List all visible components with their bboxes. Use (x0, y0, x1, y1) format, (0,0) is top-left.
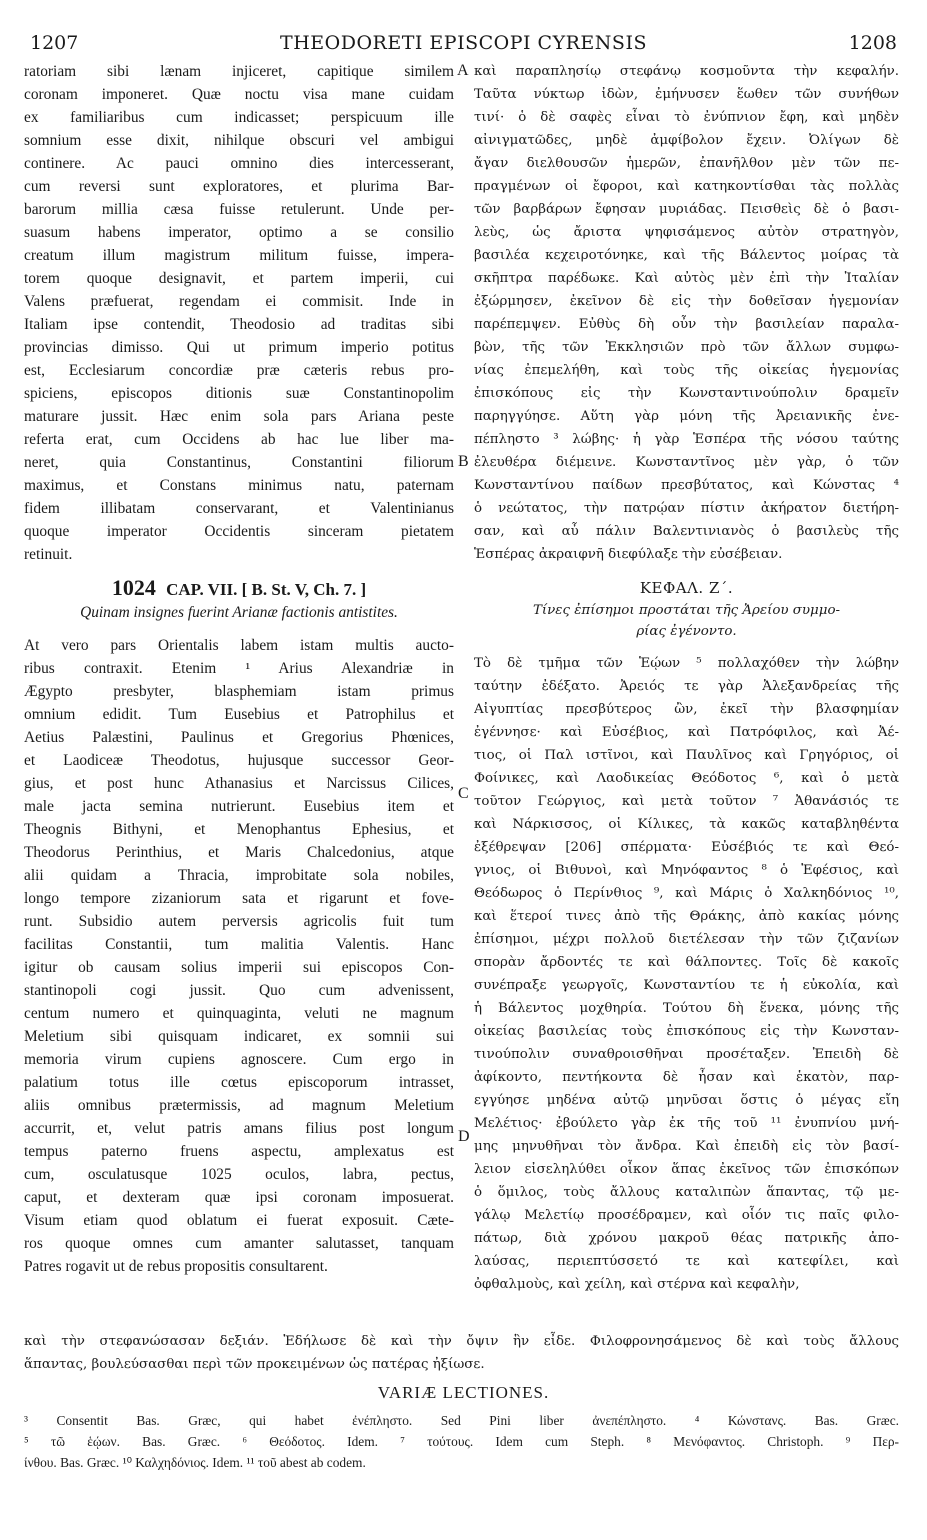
greek-line: ἐξέθρεψαν [206] σπέρματα· Εὐσέβιός τε καὶ Θεό- (474, 840, 899, 855)
latin-line: et Laodiceæ Theodotus, hujusque successor Geor- (24, 752, 454, 769)
greek-line: ἐπίσημοι, μέχρι πολλοῦ διετέλεσαν τὴν τῶν ζιζανίων (474, 932, 899, 947)
greek-line: Αἰγυπτίας πρεσβύτερος ὢν, ἐκεῖ τὴν βλασφημίαν (474, 702, 899, 717)
latin-line: male jacta semina nutrierunt. Eusebius item et (24, 798, 454, 815)
latin-chapter-heading (24, 576, 454, 602)
latin-line: torem quoque designavit, et partem imperii, cui (24, 270, 454, 287)
greek-line: τιος, οἱ Παλ ιστῖνοι, καὶ Παυλῖνος καὶ Γρηγόριος, οἱ (474, 748, 899, 763)
latin-line: Meletium sibi quisquam indicaret, ex somnii sui (24, 1028, 454, 1045)
greek-line: Μελέτιος· ἐβούλετο γὰρ ἐκ τῆς τοῦ ¹¹ ἐνυπνίου μνή- (474, 1116, 899, 1131)
greek-line: ἄγαν διελθουσῶν ἡμερῶν, ἐπανῆλθον μὲν τῶν πε- (474, 156, 899, 171)
latin-line: omnium edidit. Tum Eusebius et Patrophilus et (24, 706, 454, 723)
greek-line: γάλῳ Μελετίῳ προσέδραμεν, καὶ οἷόν τις παῖς φιλο- (474, 1208, 899, 1223)
greek-chapter-title-line: ρίας ἐγένοντο. (636, 624, 737, 639)
greek-line: τινί· ὁ δὲ σαφὲς εἶναι τὸ ἐνύπνιον ἔφη, καὶ μηδὲν (474, 110, 899, 125)
note-line: ⁵ τῶ ἑῴων. Bas. Græc. ⁶ Θεόδοτος. Idem. ⁷ τούτους. Idem cum Steph. ⁸ Μενόφαντος. Christoph. ⁹ Περ- (24, 1434, 899, 1449)
greek-line: ἐπισκόπους εἰς τὴν Κωνσταντινούπολιν δραμεῖν (474, 386, 899, 401)
latin-line: referta erat, cum Occidens ab hac lue liber ma- (24, 431, 454, 448)
greek-line: αἰνιγματῶδες, μηδὲ ἀμφίβολον ἔχειν. Ὀλίγων δὲ (474, 133, 899, 148)
greek-chapter-title-line: Τίνες ἐπίσημοι προστάται τῆς Ἀρείου συμμο- (532, 603, 841, 618)
latin-line: stantinopoli cogi jussit. Quo cum advenissent, (24, 982, 454, 999)
latin-line: est, Ecclesiarum concordiæ præ cæteris rebus pro- (24, 362, 454, 379)
greek-column (474, 60, 899, 1296)
latin-line: Visum etiam quod oblatum ei fuerat exposuit. Cæte- (24, 1212, 454, 1229)
latin-line: Theognis Bithyni, et Menophantus Ephesius, et (24, 821, 454, 838)
latin-line: somnium esse dixit, nihilque obscuri vel ambigui (24, 132, 454, 149)
latin-line: provincias dimisso. Qui ut primum imperio potitus (24, 339, 454, 356)
latin-line: centum numero et quinquaginta, veluti ne magnum (24, 1005, 454, 1022)
greek-line: σκῆπτρα παρέδωκε. Καὶ αὐτὸς μὲν ἐπὶ τὴν Ἰταλίαν (474, 271, 899, 286)
latin-line: igitur ob causam solius imperii sui episcopos Con- (24, 959, 454, 976)
full-width-text (24, 1330, 899, 1376)
latin-line: gius, et post hunc Athanasius et Narcissus Cilices, (24, 775, 454, 792)
latin-line: ribus contraxit. Etenim ¹ Arius Alexandriæ in (24, 660, 454, 677)
latin-line: Theodorus Perinthius, et Maris Chalcedonius, atque (24, 844, 454, 861)
greek-text-part1 (474, 60, 899, 566)
latin-line: suasum habens imperator, optimo a se consilio (24, 224, 454, 241)
greek-line: Ταῦτα νύκτωρ ἰδὼν, ἐμήνυσεν ἕωθεν τῶν συνήθων (474, 87, 899, 102)
latin-column (24, 60, 454, 1278)
right-page-number: 1208 (848, 32, 897, 54)
greek-line: πραγμένων οἱ ἔφοροι, καὶ κατηκοντίσθαι τὰς πολλὰς (474, 179, 899, 194)
latin-line: Ægypto presbyter, blasphemiam istam primus (24, 683, 454, 700)
greek-line: λεὺς, ὡς ἄριστα ψηφισάμενος αὐτὸν στρατηγὸν, (474, 225, 899, 240)
latin-line: facilitas Constantii, tum malitia Valentis. Hanc (24, 936, 454, 953)
greek-line: Φοίνικες, καὶ Λαοδικείας Θεόδοτος ⁶, καὶ ὁ μετὰ (474, 771, 899, 786)
greek-line: σπορὰν ἄρδοντές τε καὶ θάλποντες. Τοῖς δὲ κακοῖς (474, 955, 899, 970)
greek-line: τῶν βαρβάρων ἔφησαν μυριάδας. Πεισθεὶς δὲ ὁ βασι- (474, 202, 899, 217)
greek-line: πέπληστο ³ λώβης· ἡ γὰρ Ἑσπέρα τῆς νόσου ταύτης (474, 432, 899, 447)
greek-line: μης μηνυθῆναι τὸν ἄνδρα. Καὶ ἐπειδὴ εἰς τὸν βασί- (474, 1139, 899, 1154)
latin-text-part1 (24, 60, 454, 566)
latin-line: creatum illum magistrum militum fuisse, impera- (24, 247, 454, 264)
latin-line: Aetius Palæstini, Paulinus et Gregorius Phœnices, (24, 729, 454, 746)
latin-line: quoque imperator Occidentis sinceram pietatem (24, 523, 454, 540)
latin-line: fidem illibatam conservarant, et Valentinianus (24, 500, 454, 517)
latin-line: continere. Ac pauci omnino dies intercesserant, (24, 155, 454, 172)
greek-line: παρηγγύησε. Αὕτη γὰρ μόνη τῆς Ἀρειανικῆς ἐνε- (474, 409, 899, 424)
greek-line: καὶ ἕτεροί τινες ἀπὸ τῆς Θράκης, ἀπὸ κακίας μόνης (474, 909, 899, 924)
greek-line: λαύσας, περιεπτύσσετό τε καὶ κατεφίλει, καὶ (474, 1254, 899, 1269)
greek-line: ἐγέννησε· καὶ Εὐσέβιος, καὶ Πατρόφιλος, καὶ Ἀέ- (474, 725, 899, 740)
margin-letter-d: D (458, 1128, 470, 1145)
latin-line: maximus, et Constans minimus natu, paternam (24, 477, 454, 494)
greek-line: βὼν, τῆς τῶν Ἐκκλησιῶν πρὸ τῶν ἄλλων συμφω- (474, 340, 899, 355)
greek-line: λειον εἰσεληλύθει οἶκον ἅπας ἐκεῖνος τῶν ἐπισκόπων (474, 1162, 899, 1177)
greek-chapter-heading: ΚΕΦΑΛ. Ζ΄. (639, 579, 734, 597)
greek-line: εγγύησε μηδένα αὐτῷ μηνῦσαι ὅστις ὁ μέγας εἴη (474, 1093, 899, 1108)
latin-line: alii quidam a Thracia, improbitate sola nobiles, (24, 867, 454, 884)
greek-line: γνιος, οἱ Βιθυνοὶ, καὶ Μηνόφαντος ⁸ ὁ Ἐφέσιος, καὶ (474, 863, 899, 878)
latin-line: Patres rogavit ut de rebus propositis consultarent. (24, 1258, 328, 1275)
greek-line: νίας ἐπεμελήθη, καὶ τοὺς τῆς οἰκείας ἡγεμονίας (474, 363, 899, 378)
running-title: THEODORETI EPISCOPI CYRENSIS (280, 32, 647, 54)
latin-line: aliis omnibus prætermissis, ad magnum Meletium (24, 1097, 454, 1114)
variae-lectiones-title: VARIÆ LECTIONES. (377, 1383, 550, 1402)
latin-line: Italiam ipse contendit, Theodosio ad traditas sibi (24, 316, 454, 333)
greek-line: ταύτην ἐδέξατο. Ἀρειός τε γὰρ Ἀλεξανδρείας τῆς (474, 679, 899, 694)
greek-line: ὁ νεώτατος, τὴν πατρῴαν πίστιν ἀκήρατον διετήρη- (474, 501, 899, 516)
latin-line: longo tempore zizaniorum sata et rigarunt et fove- (24, 890, 454, 907)
latin-line: spiciens, episcopos ditionis suæ Constantinopolim (24, 385, 454, 402)
latin-line: maturare jussit. Hæc enim sola pars Ariana peste (24, 408, 454, 425)
latin-chapter-number: 1024 (111, 576, 156, 600)
greek-line: ὀφθαλμοὺς, καὶ χείλη, καὶ στέρνα καὶ κεφαλὴν, (474, 1277, 800, 1292)
latin-line: coronam imponeret. Quæ noctu visa mane cuidam (24, 86, 454, 103)
latin-line: cum reversi sunt exploratores, et plurima Bar- (24, 178, 454, 195)
latin-line: Valens præfuerat, regendam ei commisit. Inde in (24, 293, 454, 310)
latin-line: cum, osculatusque 1025 oculos, labra, pectus, (24, 1166, 454, 1183)
variant-readings-notes (24, 1410, 899, 1473)
latin-line: tempus paterno fruens aspectu, amplexatus est (24, 1143, 454, 1160)
latin-line: caput, et dexteram quæ ipsi coronam imposuerat. (24, 1189, 454, 1206)
latin-line: accurrit, et, velut patris amans filius post longum (24, 1120, 454, 1137)
greek-line: πάτωρ, διὰ χρόνου μακροῦ θέας πατρικῆς ἀπο- (474, 1231, 899, 1246)
full-width-line: καὶ τὴν στεφανώσασαν δεξιάν. Ἐδήλωσε δὲ καὶ τὴν ὄψιν ἣν εἶδε. Φιλοφρονησάμενος δὲ καὶ τοὺς ἄλλους (24, 1334, 899, 1349)
greek-line: σαν, καὶ αὖ πάλιν Βαλεντινιανὸς ὁ βασιλεὺς τῆς (474, 524, 899, 539)
greek-line: ἐλευθέρα διέμεινε. Κωνσταντῖνος μὲν γὰρ, ὁ τῶν (474, 455, 899, 470)
margin-letter-c: C (458, 785, 469, 802)
latin-line: barorum millia cæsa fuisse retulerunt. Unde per- (24, 201, 454, 218)
greek-line: ὁ ὅμιλος, τοὺς ἄλλους καταλιπὼν ἅπαντας, τῷ με- (474, 1185, 899, 1200)
greek-line: καὶ Νάρκισσος, οἱ Κίλικες, τὰ κακῶς καταβληθέντα (474, 817, 899, 832)
latin-line: runt. Subsidio autem perversis agricolis fuit tum (24, 913, 454, 930)
greek-line: ἀφίκοντο, πεντήκοντα δὲ ἦσαν καὶ ἑκατὸν, παρ- (474, 1070, 899, 1085)
latin-line: memoria virum cupiens agnoscere. Cum ergo in (24, 1051, 454, 1068)
note-line: ³ Consentit Bas. Græc, qui habet ἐνέπληστο. Sed Pini liber ἀνεπέπληστο. ⁴ Κώνστανς. Bas. Græc. (24, 1413, 899, 1428)
note-line: ίνθου. Bas. Græc. ¹⁰ Καλχηδόνιος. Idem. ¹¹ τοῦ abest ab codem. (24, 1455, 366, 1470)
latin-line: retinuit. (24, 546, 73, 563)
latin-line: At vero pars Orientalis labem istam multis aucto- (24, 637, 454, 654)
latin-chapter-label: CAP. VII. [ B. St. V, Ch. 7. ] (166, 580, 367, 599)
latin-line: ratoriam sibi lænam injiceret, capitique similem (24, 63, 454, 80)
greek-line: βασιλέα κεχειροτόνηκε, καὶ τῆς Βάλεντος μοίρας τὰ (474, 248, 899, 263)
full-width-line: ἅπαντας, βουλεύσασθαι περὶ τῶν προκειμένων ὡς πατέρας ἠξίωσε. (24, 1357, 485, 1372)
greek-line: Ἑσπέρας ἀκραιφνῆ διεφύλαξε τὴν εὐσέβειαν. (474, 547, 783, 562)
latin-text-part2 (24, 634, 454, 1278)
greek-line: οἰκείας βασιλείας τοὺς ἐπισκόπους εἰς τὴν Κωνσταν- (474, 1024, 899, 1039)
latin-line: neret, quia Constantinus, Constantini filiorum (24, 454, 454, 471)
greek-line: Κωνσταντίνου παίδων πρεσβύτατος, καὶ Κώνστας ⁴ (474, 478, 899, 493)
left-page-number: 1207 (30, 32, 79, 54)
greek-line: καὶ παραπλησίῳ στεφάνῳ κοσμοῦντα τὴν κεφαλήν. (474, 64, 899, 79)
latin-line: ros quoque omnes cum amanter salutasset, tanquam (24, 1235, 454, 1252)
greek-text-part2 (474, 652, 899, 1296)
greek-line: συνέπραξε γεωργοῖς, Κωνσταντίου τε ἡ εὐκολία, καὶ (474, 978, 899, 993)
greek-line: τοῦτον Γεώργιος, καὶ μετὰ τοῦτον ⁷ Ἀθανάσιός τε (474, 794, 899, 809)
latin-chapter-title: Quinam insignes fuerint Arianæ factionis antistites. (80, 604, 398, 621)
greek-line: Τὸ δὲ τμῆμα τῶν Ἑῴων ⁵ πολλαχόθεν τὴν λώβην (474, 656, 899, 671)
margin-letter-b: B (458, 453, 469, 470)
greek-chapter-title (474, 600, 899, 642)
margin-letter-a: A (457, 62, 469, 79)
greek-line: τινούπολιν συναθροισθῆναι προσέταξεν. Ἐπειδὴ δὲ (474, 1047, 899, 1062)
running-header (30, 32, 897, 58)
latin-line: ex familiaribus cum indicasset; perspicuum ille (24, 109, 454, 126)
greek-line: Θεόδωρος ὁ Περίνθιος ⁹, καὶ Μάρις ὁ Χαλκηδόνιος ¹⁰, (474, 886, 899, 901)
greek-line: ἡ Βάλεντος μοχθηρία. Τούτου δὴ ἕνεκα, μόνης τῆς (474, 1001, 899, 1016)
greek-line: παρέπεμψεν. Εὐθὺς δὴ οὖν τὴν βασιλείαν παραλα- (474, 317, 899, 332)
latin-line: palatium totus ille cœtus episcoporum intrasset, (24, 1074, 454, 1091)
greek-line: ἐξώρμησεν, ἐκεῖνον δὲ εἰς τὴν δοθεῖσαν ἡγεμονίαν (474, 294, 899, 309)
